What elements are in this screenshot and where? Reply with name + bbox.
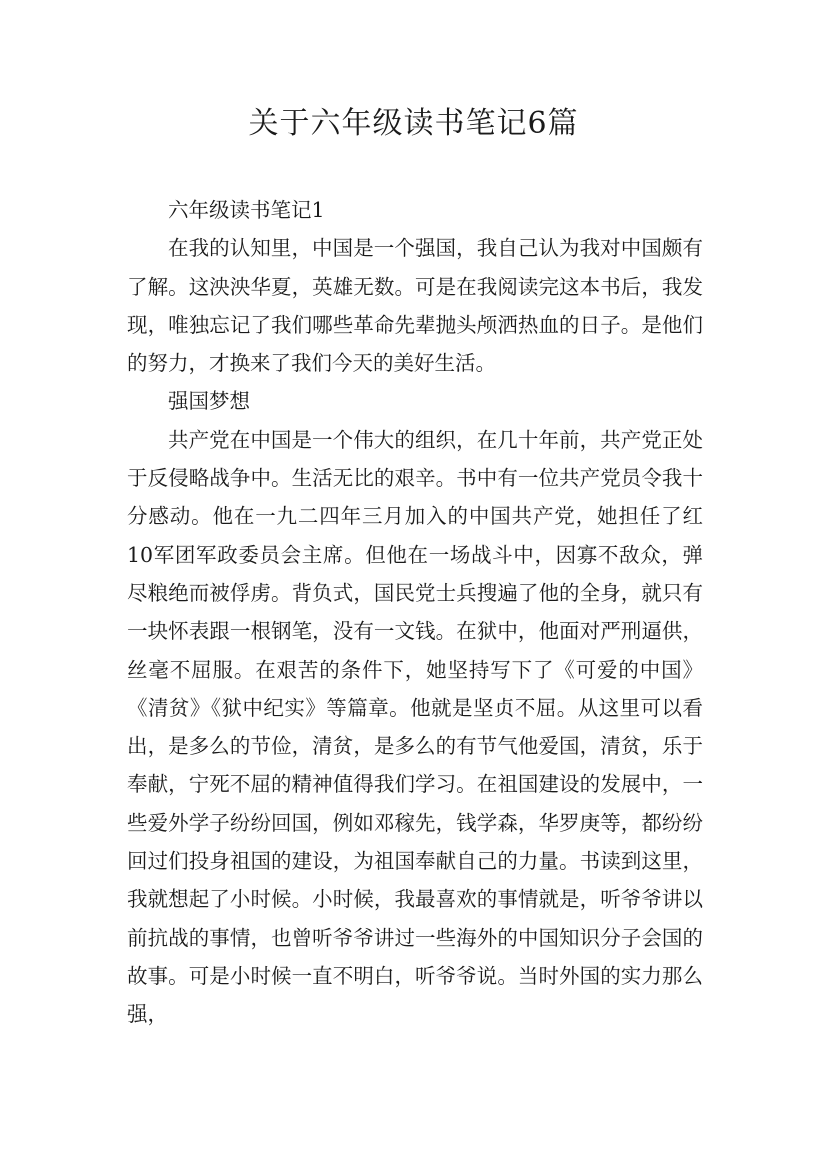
- document-title: 关于六年级读书笔记6篇: [248, 106, 579, 141]
- section-heading: 六年级读书笔记1: [168, 198, 325, 222]
- section-heading: 强国梦想: [168, 389, 250, 414]
- paragraph: 在我的认知里，中国是一个强国，我自己认为我对中国颇有了解。这泱泱华夏，英雄无数。可是在我阅读完这本书后，我发现，唯独忘记了我们哪些革命先辈抛头颅洒热血的日子。是他们的努力，才换来了我们今天的美好生活。: [127, 236, 703, 376]
- paragraph: 共产党在中国是一个伟大的组织，在几十年前，共产党正处于反侵略战争中。生活无比的艰辛。书中有一位共产党员令我十分感动。他在一九二四年三月加入的中国共产党，她担任了红10军团军政委员会主席。但他在一场战斗中，因寡不敌众，弹尽粮绝而被俘虏。背负式，国民党士兵搜遍了他的全身，就只有一块怀表跟一根钢笔，没有一文钱。在狱中，他面对严刑逼供，丝毫不屈服。在艰苦的条件下，她坚持写下了《可爱的中国》《清贫》《狱中纪实》等篇章。他就是坚贞不屈。从这里可以看出，是多么的节俭，清贫，是多么的有节气他爱国，清贫，乐于奉献，宁死不屈的精神值得我们学习。在祖国建设的发展中，一些爱外学子纷纷回国，例如邓稼先，钱学森，华罗庚等，都纷纷回过们投身祖国的建设，为祖国奉献自己的力量。书读到这里，我就想起了小时候。小时候，我最喜欢的事情就是，听爷爷讲以前抗战的事情，也曾听爷爷讲过一些海外的中国知识分子会国的故事。可是小时候一直不明白，听爷爷说。当时外国的实力那么强，: [127, 427, 703, 1027]
- document-body: [127, 191, 703, 1034]
